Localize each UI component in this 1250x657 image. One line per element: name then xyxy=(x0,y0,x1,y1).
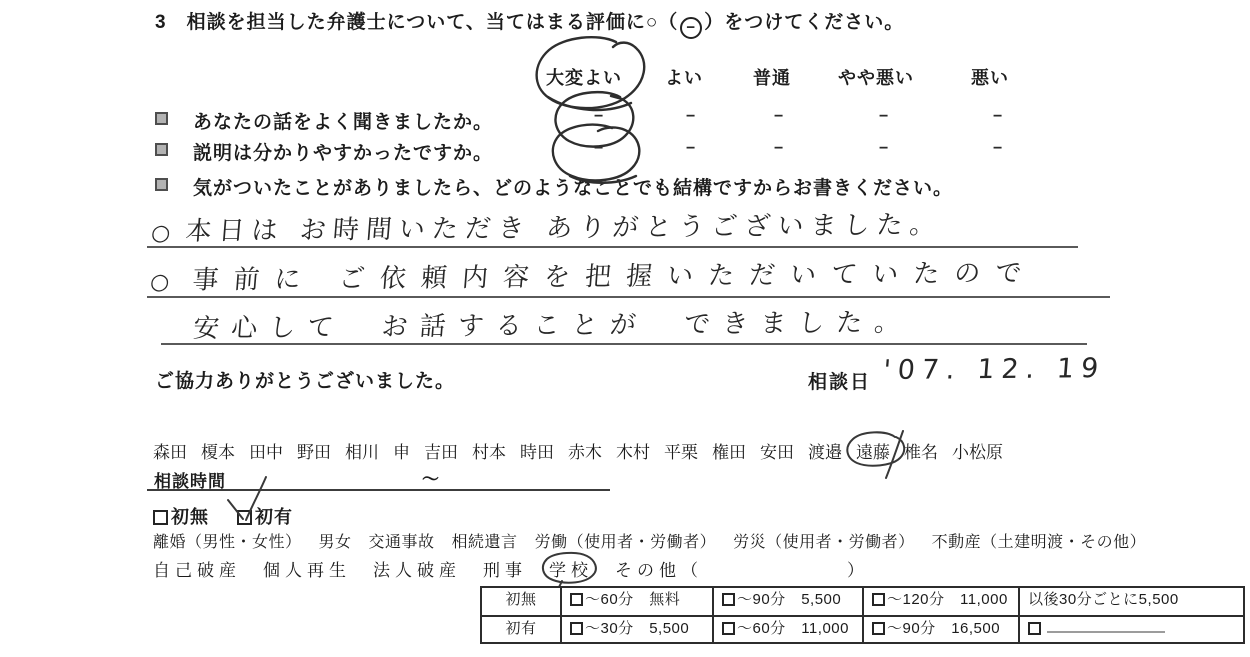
rating-row1-mark-2: − xyxy=(686,108,696,125)
case-category: 法人破産 xyxy=(373,561,461,580)
handwritten-text: 事前に ご依頼内容を把握いただいていたので xyxy=(191,258,1038,296)
staff-name: 榎本 xyxy=(201,443,235,462)
case-category-row1 xyxy=(153,529,1146,552)
rating-column-very-good: 大変よい xyxy=(546,68,622,88)
staff-name: 村本 xyxy=(472,443,506,462)
case-category: 労災（使用者・労働者） xyxy=(733,534,915,551)
case-category: 離婚（男性・女性） xyxy=(153,534,302,551)
first-visit-option-yes xyxy=(237,503,293,529)
rating-row1-mark-1: − xyxy=(594,108,604,125)
fee-row-header: 初有 xyxy=(505,620,537,637)
bullet-square-icon xyxy=(155,178,168,191)
case-category: 不動産（土建明渡・その他） xyxy=(931,534,1147,551)
staff-name: 時田 xyxy=(520,443,554,462)
staff-name: 渡邉 xyxy=(808,443,842,462)
fee-cell-blank xyxy=(1018,617,1243,642)
checkbox-icon xyxy=(153,510,168,525)
handwritten-text: 安心して お話することが できました。 xyxy=(192,307,914,345)
rating-row1-mark-4: − xyxy=(879,108,889,125)
fee-cell: ～120分 11,000 xyxy=(862,588,1018,615)
consult-time-line xyxy=(147,455,610,491)
rating-row2-mark-3: − xyxy=(774,140,784,157)
staff-name-circled: 遠藤 xyxy=(856,438,890,463)
fee-cell: ～90分 16,500 xyxy=(862,617,1018,642)
staff-name: 安田 xyxy=(760,443,794,462)
rating-row1-mark-3: − xyxy=(774,108,784,125)
fee-cell: ～30分 5,500 xyxy=(560,617,712,642)
fee-row-header: 初無 xyxy=(505,591,537,608)
handwritten-comment-line1 xyxy=(150,204,944,248)
fee-row-first-yes xyxy=(482,615,1243,642)
rating-row2-mark-2: − xyxy=(686,140,696,157)
rating-column-bad: 悪い xyxy=(971,68,1009,88)
case-category: 男女 xyxy=(318,534,352,551)
staff-name: 吉田 xyxy=(424,443,458,462)
first-visit-option-none xyxy=(153,503,209,529)
thanks-text: ご協力ありがとうございました。 xyxy=(155,371,456,392)
handwritten-text: 本日は お時間いただき ありがとうございました。 xyxy=(184,210,944,247)
question-text-after: ）をつけてください。 xyxy=(704,12,905,33)
staff-name: 椎名 xyxy=(904,443,938,462)
staff-name: 申 xyxy=(393,443,410,462)
staff-name: 相川 xyxy=(345,443,379,462)
handwritten-bullet: ○ xyxy=(149,269,186,296)
staff-name: 小松原 xyxy=(952,443,1003,462)
case-category: 自己破産 xyxy=(153,561,241,580)
checkbox-icon xyxy=(872,622,885,635)
fill-in-line xyxy=(1047,619,1165,633)
staff-name: 森田 xyxy=(153,443,187,462)
case-category-circled: 学校 xyxy=(549,556,593,581)
free-comment-prompt: 気がついたことがありましたら、どのようなことでも結構ですからお書きください。 xyxy=(193,178,954,199)
checkbox-icon xyxy=(872,593,885,606)
fee-row-first-none xyxy=(482,588,1243,615)
checkbox-icon xyxy=(570,593,583,606)
case-category: 労働（使用者・労働者） xyxy=(534,534,717,551)
staff-name: 野田 xyxy=(297,443,331,462)
handwritten-bullet: ○ xyxy=(150,220,179,247)
question-number: 3 xyxy=(155,12,167,33)
rating-row2-mark-4: − xyxy=(879,140,889,157)
case-category-row2 xyxy=(153,556,869,581)
case-category-other: その他（ xyxy=(615,561,703,580)
rating-row2-mark-1: − xyxy=(594,140,604,157)
case-category: 刑事 xyxy=(483,561,527,580)
case-category-other-close: ） xyxy=(847,561,869,580)
rating-row1-label: あなたの話をよく聞きましたか。 xyxy=(193,112,494,133)
question-text: 相談を担当した弁護士について、当てはまる評価に○（ xyxy=(186,12,679,33)
rating-column-normal: 普通 xyxy=(753,68,791,88)
consult-time-label: 相談時間 xyxy=(154,472,226,491)
fee-table xyxy=(480,586,1245,644)
bullet-square-icon xyxy=(155,143,168,156)
handwritten-comment-line2 xyxy=(149,252,1038,297)
rating-column-good: よい xyxy=(665,68,703,88)
staff-name: 権田 xyxy=(712,443,746,462)
staff-name: 木村 xyxy=(616,443,650,462)
fee-cell: ～60分 11,000 xyxy=(712,617,862,642)
consult-time-tilde: ～ xyxy=(422,470,439,489)
staff-name: 平栗 xyxy=(664,443,698,462)
rating-row2-label: 説明は分かりやすかったですか。 xyxy=(193,143,494,164)
checkbox-icon xyxy=(1028,622,1041,635)
handwritten-circle-rating-header-tail xyxy=(548,97,631,110)
checkbox-icon xyxy=(722,622,735,635)
question-title xyxy=(155,7,904,39)
fee-cell: ～90分 5,500 xyxy=(712,588,862,615)
handwritten-consult-date: '07. 12. 19 xyxy=(882,353,1107,386)
handwritten-comment-line3 xyxy=(192,302,914,345)
rating-row1-mark-5: − xyxy=(993,108,1003,125)
first-visit-none-label: 初無 xyxy=(171,507,209,527)
fee-cell: ～60分 無料 xyxy=(560,588,712,615)
circled-minus-mark: − xyxy=(680,17,702,39)
staff-name: 田中 xyxy=(249,443,283,462)
case-category: 個人再生 xyxy=(263,561,351,580)
checkbox-icon xyxy=(722,593,735,606)
checkbox-icon xyxy=(237,510,252,525)
checkbox-icon xyxy=(570,622,583,635)
comment-rule-line xyxy=(147,296,1110,298)
case-category: 相続遺言 xyxy=(451,534,518,551)
case-category: 交通事故 xyxy=(368,534,435,551)
first-visit-yes-label: 初有 xyxy=(255,507,293,527)
staff-name: 赤木 xyxy=(568,443,602,462)
fee-note: 以後30分ごとに5,500 xyxy=(1018,588,1243,615)
consult-date-label: 相談日 xyxy=(808,372,872,393)
bullet-square-icon xyxy=(155,112,168,125)
rating-column-somewhat-bad: やや悪い xyxy=(838,68,914,88)
other-write-in-blank xyxy=(725,556,825,581)
rating-row2-mark-5: − xyxy=(993,140,1003,157)
